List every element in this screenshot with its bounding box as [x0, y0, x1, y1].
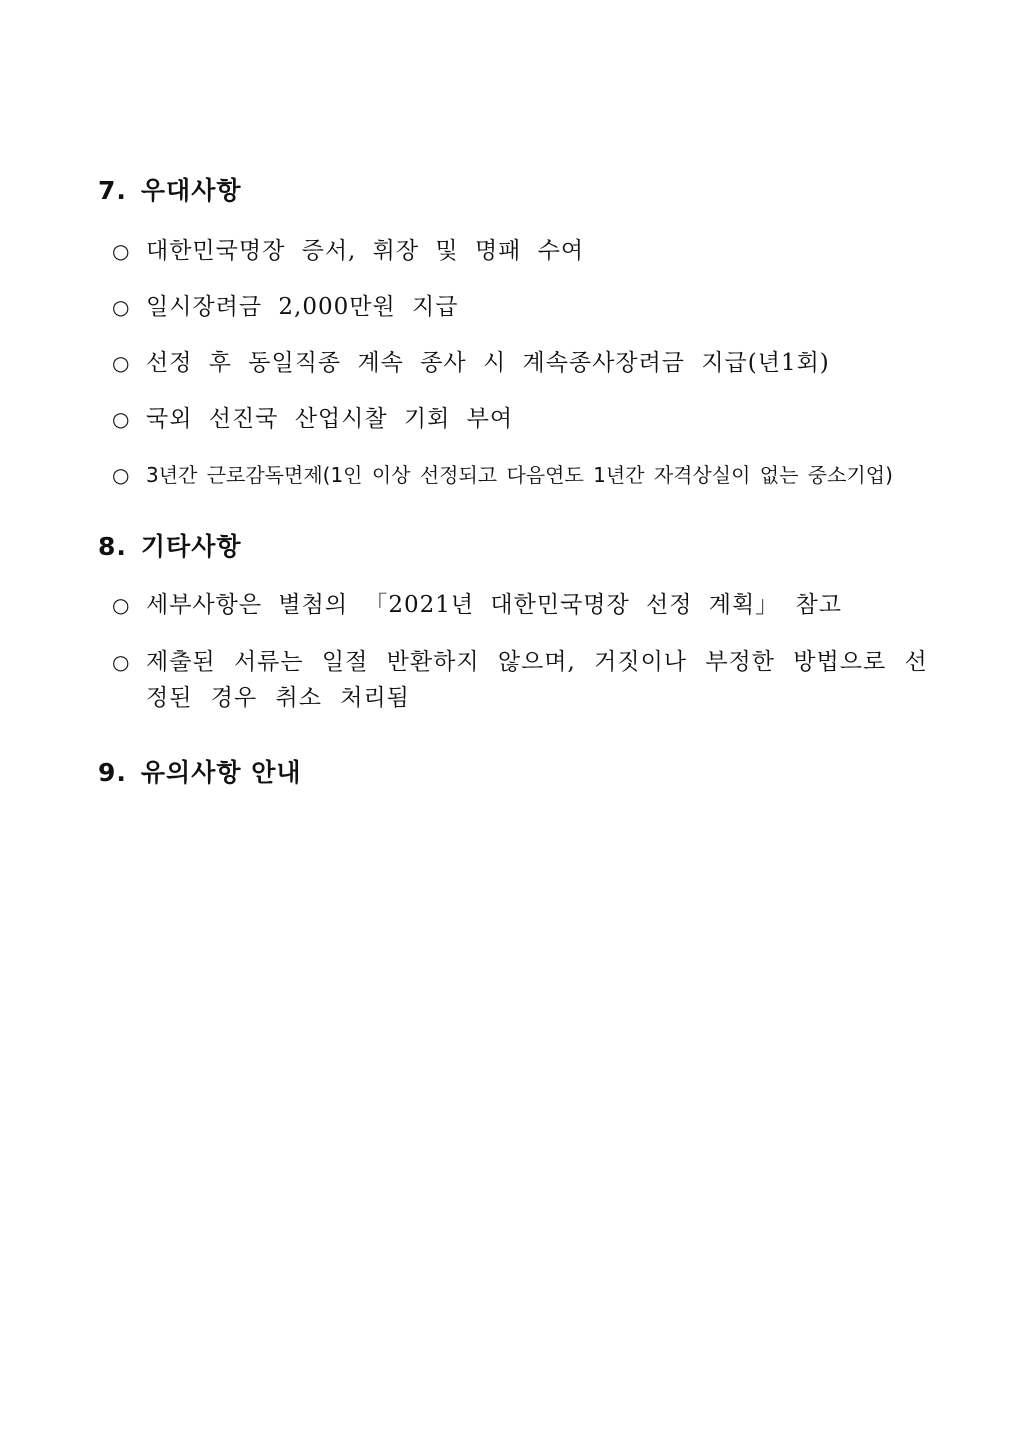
list-item [112, 401, 932, 438]
section-8-heading [98, 532, 938, 562]
section-7-heading [98, 176, 938, 206]
section-number: 9. [98, 758, 127, 787]
section-number: 7. [98, 176, 127, 205]
section-title: 기타사항 [140, 532, 242, 561]
list-item-text: 대한민국명장 증서, 휘장 및 명패 수여 [146, 238, 585, 264]
circle-bullet-icon: ○ [112, 593, 130, 617]
list-item [112, 345, 932, 382]
circle-bullet-icon: ○ [112, 650, 130, 674]
section-title: 유의사항 안내 [140, 758, 302, 787]
section-9 [98, 758, 938, 788]
circle-bullet-icon: ○ [112, 463, 130, 487]
circle-bullet-icon: ○ [112, 407, 130, 431]
list-item-text: 3년간 근로감독면제(1인 이상 선정되고 다음연도 1년간 자격상실이 없는 중소기업) [146, 463, 893, 487]
list-item [112, 233, 932, 270]
list-item [112, 457, 932, 494]
list-item [112, 587, 932, 624]
circle-bullet-icon: ○ [112, 295, 130, 319]
list-item-text: 선정 후 동일직종 계속 종사 시 계속종사장려금 지급(년1회) [146, 350, 830, 376]
list-item [112, 644, 932, 716]
list-item-text: 국외 선진국 산업시찰 기회 부여 [146, 406, 514, 432]
list-item-text: 세부사항은 별첨의 「2021년 대한민국명장 선정 계획」 참고 [146, 592, 842, 618]
list-item [112, 289, 932, 326]
section-8 [98, 532, 938, 562]
section-9-heading [98, 758, 938, 788]
list-item-text: 제출된 서류는 일절 반환하지 않으며, 거짓이나 부정한 방법으로 선정된 경우 취소 처리됨 [146, 649, 928, 711]
section-number: 8. [98, 532, 127, 561]
circle-bullet-icon: ○ [112, 239, 130, 263]
circle-bullet-icon: ○ [112, 351, 130, 375]
section-7 [98, 176, 938, 206]
list-item-text: 일시장려금 2,000만원 지급 [146, 294, 459, 320]
section-title: 우대사항 [140, 176, 242, 205]
